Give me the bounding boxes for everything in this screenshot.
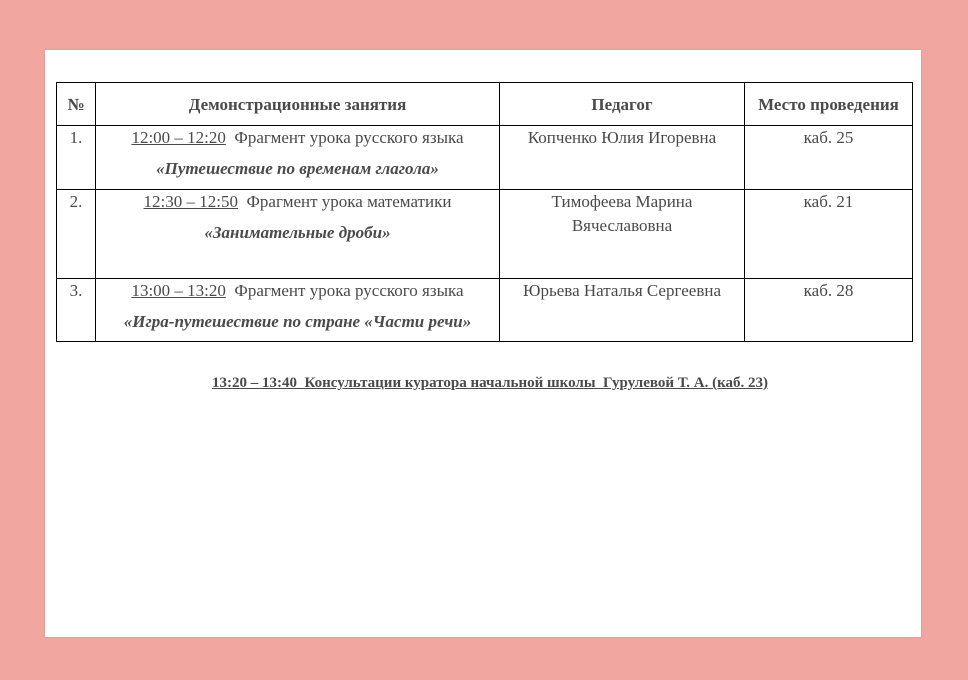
event-time-line: [96, 279, 499, 303]
event-fragment: Фрагмент урока русского языка: [234, 128, 464, 147]
event-cell: [96, 190, 500, 279]
document-page: [45, 50, 921, 637]
schedule-table: [56, 82, 913, 342]
table-row: [57, 279, 913, 342]
event-fragment: Фрагмент урока русского языка: [234, 281, 464, 300]
event-time: 13:00 – 13:20: [131, 281, 226, 300]
event-cell: [96, 126, 500, 190]
row-number: 2.: [57, 190, 96, 279]
header-event: Демонстрационные занятия: [96, 83, 500, 126]
row-number: 1.: [57, 126, 96, 190]
place-cell: каб. 21: [745, 190, 913, 279]
teacher-cell: Юрьева Наталья Сергеевна: [500, 279, 745, 342]
event-cell: [96, 279, 500, 342]
row-number: 3.: [57, 279, 96, 342]
table-row: [57, 190, 913, 279]
event-time: 12:30 – 12:50: [143, 192, 238, 211]
event-time-line: [96, 190, 499, 214]
teacher-cell: Тимофеева Марина Вячеславовна: [500, 190, 745, 279]
header-num: №: [57, 83, 96, 126]
place-cell: каб. 28: [745, 279, 913, 342]
header-teacher: Педагог: [500, 83, 745, 126]
consultation-note: 13:20 – 13:40 Консультации куратора начальной школы Гурулевой Т. А. (каб. 23): [211, 375, 768, 391]
table-header-row: [57, 83, 913, 126]
place-cell: каб. 25: [745, 126, 913, 190]
event-title: «Занимательные дроби»: [204, 223, 391, 242]
header-place: Место проведения: [745, 83, 913, 126]
event-title: «Путешествие по временам глагола»: [156, 159, 439, 178]
event-fragment: Фрагмент урока математики: [246, 192, 452, 211]
table-row: [57, 126, 913, 190]
event-time-line: [96, 126, 499, 150]
event-time: 12:00 – 12:20: [131, 128, 226, 147]
teacher-cell: Копченко Юлия Игоревна: [500, 126, 745, 190]
event-title: «Игра-путешествие по стране «Части речи»: [123, 312, 472, 331]
